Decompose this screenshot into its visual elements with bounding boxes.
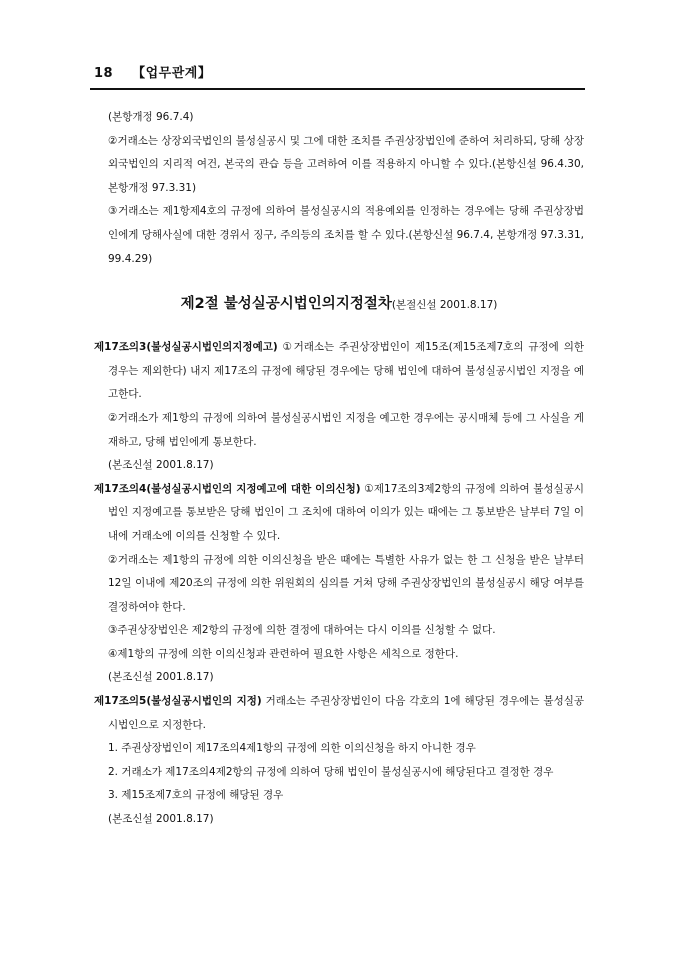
document-body xyxy=(94,106,584,832)
header-rule xyxy=(90,88,585,90)
article-text: 거래소는 주권상장법인이 다음 각호의 1에 해당된 경우에는 불성실공시법인으로 지정한다. xyxy=(108,695,584,731)
article-17-5 xyxy=(94,690,584,737)
section-title: 제2절 불성실공시법인의지정절차 xyxy=(180,296,392,313)
paragraph-2: ②거래소는 상장외국법인의 불성실공시 및 그에 대한 조치를 주권상장법인에 준하여 처리하되, 당해 상장외국법인의 지리적 여건, 본국의 관습 등을 고려하여 이를 적용하지 아니할 수 있다.(본항신설 96.4.30, 본항개정 97.3.31) xyxy=(108,134,584,194)
article-title: 제17조의3(불성실공시법인의지정예고) xyxy=(94,341,278,354)
page-header xyxy=(94,62,211,81)
article-17-4-paragraph-3: ③주권상장법인은 제2항의 규정에 의한 결정에 대하여는 다시 이의를 신청할 수 없다. xyxy=(108,624,496,637)
article-17-4-note: (본조신설 2001.8.17) xyxy=(108,671,214,684)
list-item: 1. 주권상장법인이 제17조의4제1항의 규정에 의한 이의신청을 하지 아니한 경우 xyxy=(108,742,476,755)
page-number: 18 xyxy=(94,66,114,81)
article-17-3 xyxy=(94,336,584,407)
article-17-5-note: (본조신설 2001.8.17) xyxy=(108,813,214,826)
article-title: 제17조의5(불성실공시법인의 지정) xyxy=(94,695,262,708)
article-17-3-note: (본조신설 2001.8.17) xyxy=(108,459,214,472)
list-item: 3. 제15조제7호의 규정에 해당된 경우 xyxy=(108,789,284,802)
article-title: 제17조의4(불성실공시법인의 지정예고에 대한 이의신청) xyxy=(94,482,361,495)
section-heading xyxy=(94,293,584,316)
amendment-note: (본항개정 96.7.4) xyxy=(108,111,194,123)
article-text: ①거래소는 주권상장법인이 제15조(제15조제7호의 규정에 의한 경우는 제외한다) 내지 제17조의 규정에 해당된 경우에는 당해 법인에 대하여 불성실공시법인 지정을 예고한다. xyxy=(108,341,584,401)
section-note: (본절신설 2001.8.17) xyxy=(391,299,498,312)
article-17-4-paragraph-4: ④제1항의 규정에 의한 이의신청과 관련하여 필요한 사항은 세칙으로 정한다. xyxy=(108,647,459,660)
article-text: ①제17조의3제2항의 규정에 의하여 불성실공시법인 지정예고를 통보받은 당해 법인이 그 조치에 대하여 이의가 있는 때에는 그 통보받은 날부터 7일 이내에 거래소에 이의를 신청할 수 있다. xyxy=(108,482,584,542)
list-item: 2. 거래소가 제17조의4제2항의 규정에 의하여 당해 법인이 불성실공시에 해당된다고 결정한 경우 xyxy=(108,765,554,778)
article-17-4-paragraph-2: ②거래소는 제1항의 규정에 의한 이의신청을 받은 때에는 특별한 사유가 없는 한 그 신청을 받은 날부터 12일 이내에 제20조의 규정에 의한 위원회의 심의를 거쳐 당해 주권상장법인의 불성실공시 해당 여부를 결정하여야 한다. xyxy=(108,553,584,613)
paragraph-3: ③거래소는 제1항제4호의 규정에 의하여 불성실공시의 적용예외를 인정하는 경우에는 당해 주권상장법인에게 당해사실에 대한 경위서 징구, 주의등의 조치를 할 수 있다.(본항신설 96.7.4, 본항개정 97.3.31, 99.4.29) xyxy=(108,205,584,265)
article-17-3-paragraph-2: ②거래소가 제1항의 규정에 의하여 불성실공시법인 지정을 예고한 경우에는 공시매체 등에 그 사실을 게재하고, 당해 법인에게 통보한다. xyxy=(108,411,584,448)
section-label: 【업무관계】 xyxy=(132,66,212,81)
article-17-4 xyxy=(94,478,584,549)
